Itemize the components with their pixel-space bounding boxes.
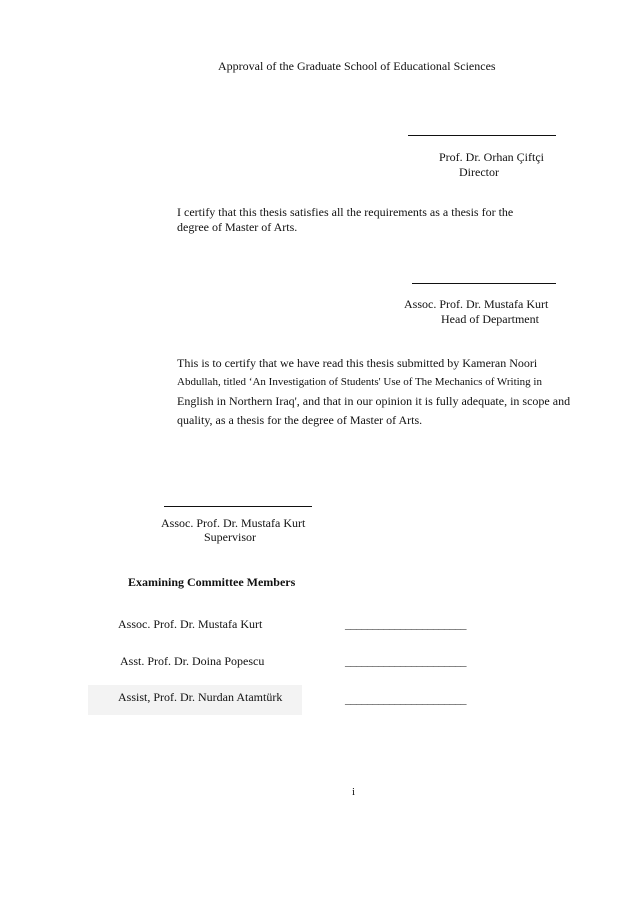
supervisor-role: Supervisor [204, 530, 256, 544]
committee-member-signature-line: ______________________ [345, 617, 466, 631]
director-role: Director [459, 165, 499, 179]
committee-member-signature-line: ______________________ [345, 692, 466, 706]
certify-statement-line-1: I certify that this thesis satisfies all the requirements as a thesis for the [177, 205, 514, 219]
supervisor-signature-line [164, 506, 312, 507]
head-of-department-name: Assoc. Prof. Dr. Mustafa Kurt [404, 297, 549, 311]
committee-member-name: Assist, Prof. Dr. Nurdan Atamtürk [118, 690, 283, 704]
head-of-department-role: Head of Department [441, 312, 539, 326]
committee-heading: Examining Committee Members [128, 575, 296, 589]
supervisor-name: Assoc. Prof. Dr. Mustafa Kurt [161, 516, 306, 530]
reading-statement-line-4: quality, as a thesis for the degree of Master of Arts. [177, 413, 423, 427]
director-name: Prof. Dr. Orhan Çiftçi [439, 150, 544, 164]
head-of-department-signature-line [412, 283, 556, 284]
committee-member-name: Assoc. Prof. Dr. Mustafa Kurt [118, 617, 263, 631]
reading-statement-line-3: English in Northern Iraq', and that in our opinion it is fully adequate, in scope and [177, 394, 571, 408]
committee-member-signature-line: ______________________ [345, 654, 466, 668]
approval-title: Approval of the Graduate School of Educational Sciences [218, 59, 496, 73]
director-signature-line [408, 135, 556, 136]
committee-member-name: Asst. Prof. Dr. Doina Popescu [120, 654, 265, 668]
reading-statement-line-2: Abdullah, titled ‘An Investigation of Students' Use of The Mechanics of Writing in [177, 376, 542, 388]
reading-statement-line-1: This is to certify that we have read this thesis submitted by Kameran Noori [177, 356, 538, 370]
page-number: i [352, 786, 356, 798]
certify-statement-line-2: degree of Master of Arts. [177, 220, 298, 234]
